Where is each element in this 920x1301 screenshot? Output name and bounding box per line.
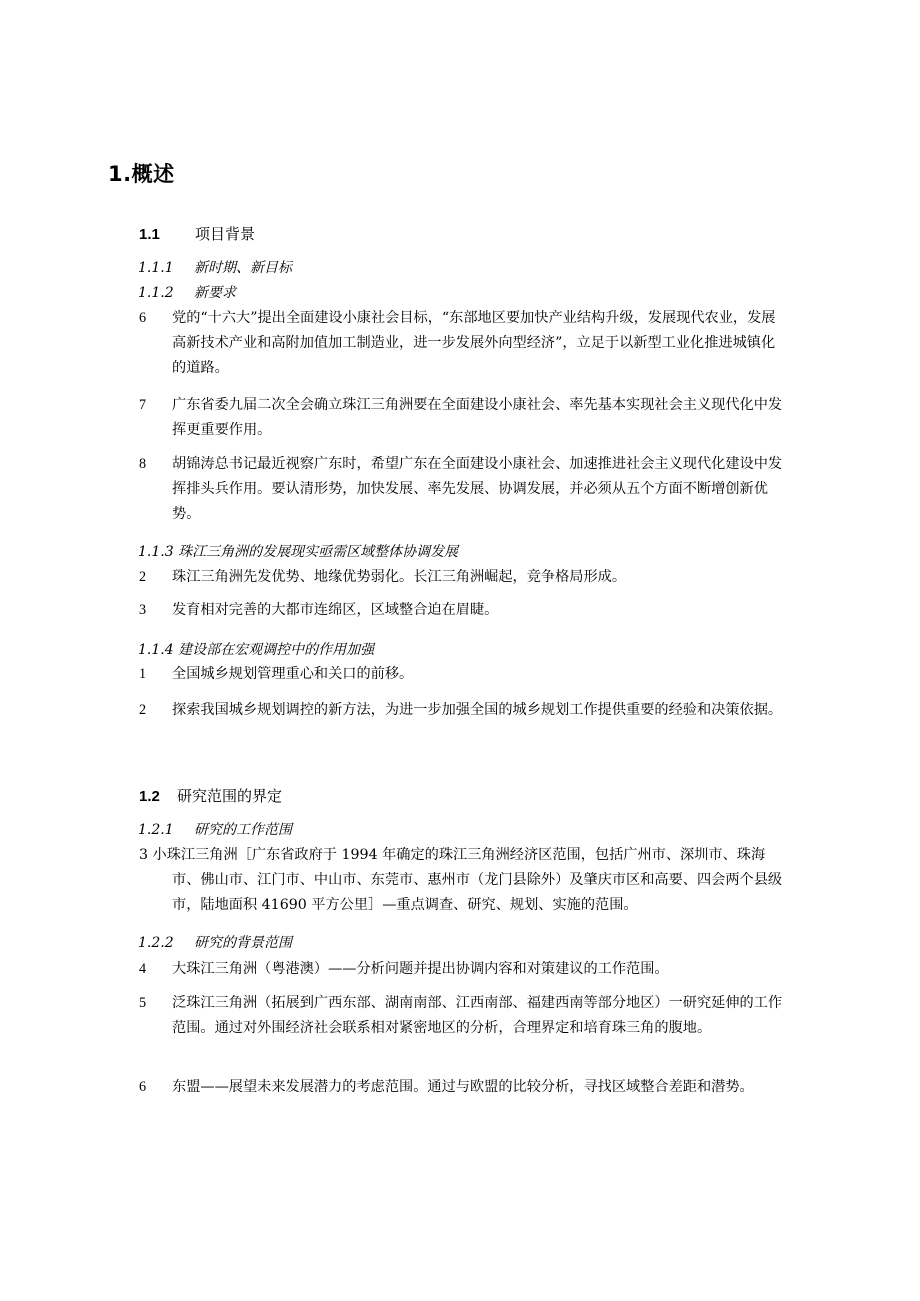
item-text: 东盟——展望未来发展潜力的考虑范围。通过与欧盟的比较分析，寻找区域整合差距和潜势。	[172, 1079, 754, 1095]
item-text: 探索我国城乡规划调控的新方法，为进一步加强全国的城乡规划工作提供重要的经验和决策依据。	[172, 702, 783, 718]
item-text: 珠江三角洲先发优势、地缘优势弱化。长江三角洲崛起，竞争格局形成。	[172, 569, 627, 585]
item-number: 3	[139, 602, 147, 618]
item-number: 6	[139, 1079, 147, 1095]
list-item	[139, 957, 789, 982]
item-number: 6	[139, 310, 147, 326]
item-number: 2	[139, 569, 147, 585]
item-number: 4	[139, 961, 147, 977]
subsection-number: 1.1.1	[138, 260, 174, 276]
list-item	[139, 452, 789, 527]
item-text: 发育相对完善的大都市连绵区，区域整合迫在眉睫。	[172, 602, 499, 618]
subsection-heading-1-1-3: 1.1.3 珠江三角洲的发展现实亟需区域整体协调发展	[138, 544, 459, 560]
item-number: 5	[139, 995, 147, 1011]
item-text: 泛珠江三角洲（拓展到广西东部、湖南南部、江西南部、福建西南等部分地区）一研究延伸的工作范围。通过对外围经济社会联系相对紧密地区的分析，合理界定和培育珠三角的腹地。	[172, 995, 783, 1036]
item-text: 小珠江三角洲［广东省政府于 1994 年确定的珠江三角洲经济区范围，包括广州市、深圳市、珠海市、佛山市、江门市、中山市、东莞市、惠州市（龙门县除外）及肇庆市区和高要、四会两个县级市，陆地面积 41690 平方公里］—重点调查、研究、规划、实施的范围。	[152, 847, 783, 913]
subsection-title: 新时期、新目标	[194, 260, 292, 276]
list-item	[139, 991, 789, 1041]
list-item	[139, 598, 789, 623]
item-text: 全国城乡规划管理重心和关口的前移。	[172, 666, 414, 682]
list-item	[139, 698, 789, 723]
list-item	[139, 662, 789, 687]
item-number: 3	[139, 847, 149, 863]
subsection-heading-1-1-2	[138, 283, 236, 303]
list-item	[139, 1075, 789, 1100]
section-title: 项目背景	[195, 225, 256, 243]
section-title: 研究范围的界定	[177, 787, 283, 805]
subsection-heading-1-2-1	[138, 820, 292, 840]
list-item	[139, 306, 789, 381]
section-number: 1.2	[139, 788, 160, 805]
subsection-heading-1-1-4: 1.1.4 建设部在宏观调控中的作用加强	[138, 642, 375, 658]
section-heading-1-1	[139, 224, 255, 245]
item-number: 7	[139, 397, 147, 413]
item-body	[139, 843, 789, 918]
section-number: 1.1	[139, 226, 160, 243]
list-item	[139, 843, 789, 918]
subsection-number: 1.1.2	[138, 285, 174, 301]
chapter-title: 1.概述	[108, 162, 175, 186]
item-number: 1	[139, 666, 147, 682]
subsection-number: 1.2.1	[138, 822, 174, 838]
item-number: 2	[139, 702, 147, 718]
subsection-heading-1-2-2	[138, 933, 292, 953]
subsection-title: 研究的背景范围	[194, 935, 292, 951]
item-text: 大珠江三角洲（粤港澳）——分析问题并提出协调内容和对策建议的工作范围。	[172, 961, 669, 977]
subsection-number: 1.2.2	[138, 935, 174, 951]
subsection-heading-1-1-1	[138, 258, 292, 278]
item-text: 胡锦涛总书记最近视察广东时，希望广东在全面建设小康社会、加速推进社会主义现代化建设中发挥排头兵作用。要认清形势，加快发展、率先发展、协调发展，并必须从五个方面不断增创新优势。	[172, 456, 783, 522]
item-number: 8	[139, 456, 147, 472]
item-text: 广东省委九届二次全会确立珠江三角洲要在全面建设小康社会、率先基本实现社会主义现代化中发挥更重要作用。	[172, 397, 783, 438]
subsection-title: 新要求	[194, 285, 236, 301]
list-item	[139, 565, 789, 590]
item-text: 党的“十六大”提出全面建设小康社会目标，“东部地区要加快产业结构升级，发展现代农业，发展高新技术产业和高附加值加工制造业，进一步发展外向型经济”，立足于以新型工业化推进城镇化的道路。	[172, 310, 776, 376]
list-item	[139, 393, 789, 443]
section-heading-1-2	[139, 786, 282, 807]
subsection-title: 研究的工作范围	[194, 822, 292, 838]
